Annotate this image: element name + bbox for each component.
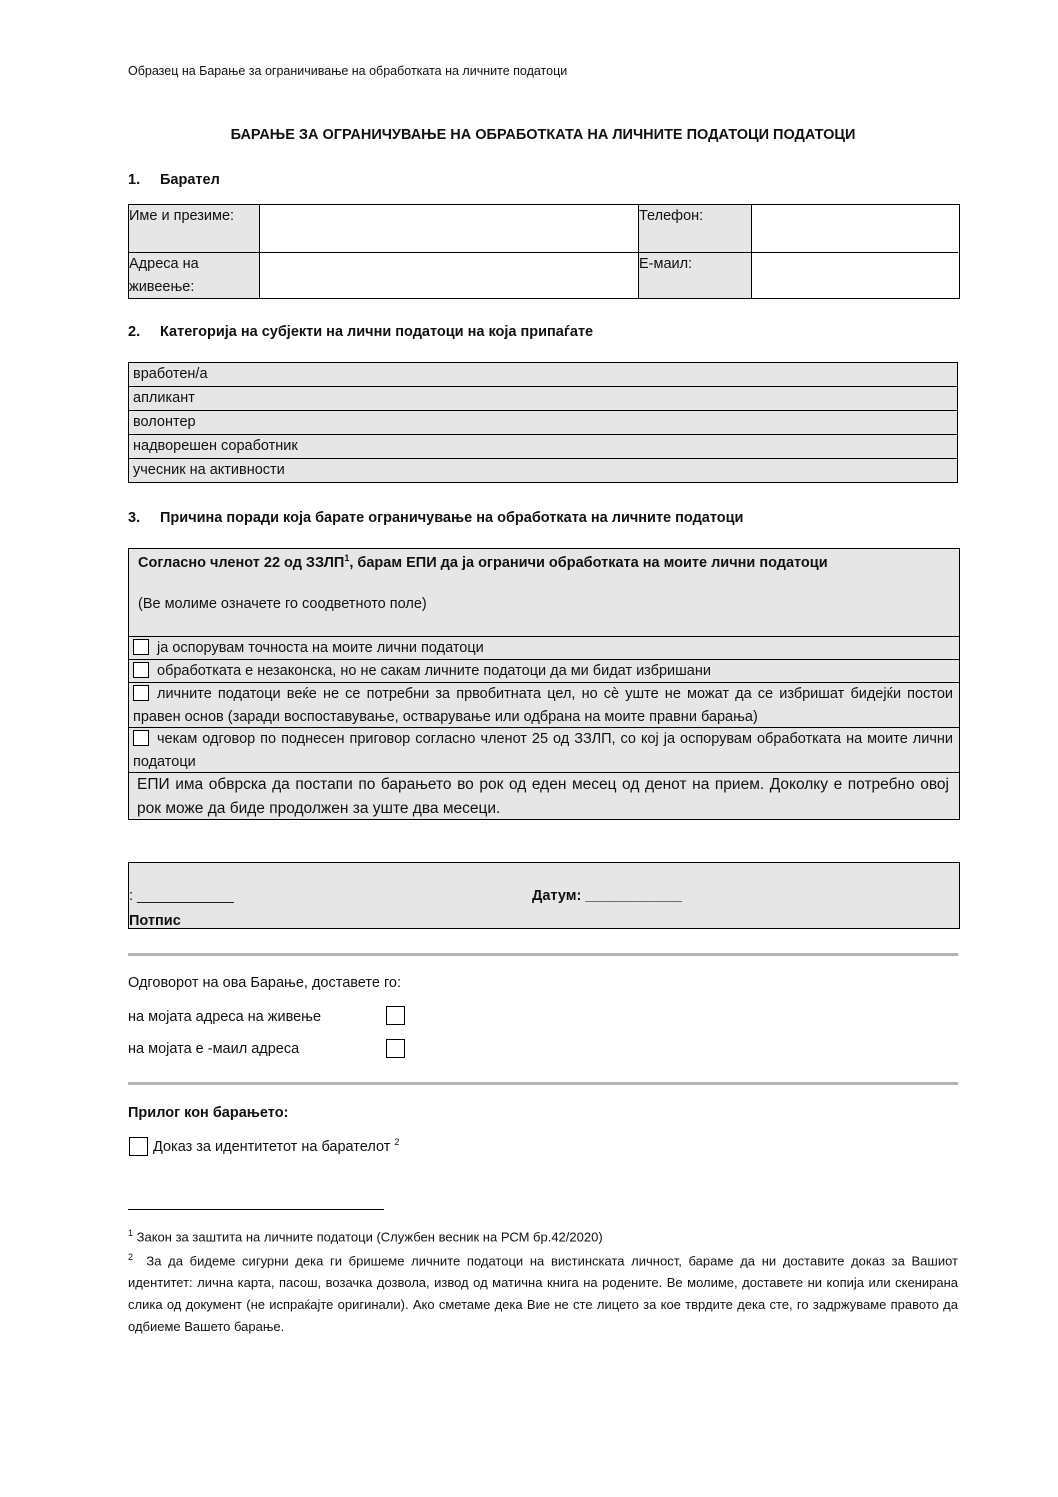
category-employee[interactable]: вработен/а (129, 363, 957, 386)
footnote-2 (128, 1246, 958, 1338)
attachment-heading: Прилог кон барањето: (128, 1105, 289, 1121)
section-2-heading (128, 324, 593, 340)
reason-option-label: ја оспорувам точноста на моите лични податоци (157, 640, 484, 656)
footnote-ref-2: 2 (394, 1137, 400, 1147)
reason-hint: (Ве молиме означете го соодветното поле) (138, 596, 427, 612)
deadline-note: ЕПИ има обврска да постапи по барањето во рок од еден месец од денот на прием. Доколку е потребно овој рок може да биде продолжен за уште два месеци. (129, 772, 959, 819)
name-field[interactable] (260, 205, 639, 252)
section-2-number: 2. (128, 324, 141, 340)
footnote-ref-1: 1 (344, 553, 350, 563)
category-list (128, 362, 958, 483)
divider (128, 1082, 958, 1085)
reason-intro-rest: , барам ЕПИ да ја ограничи обработката на моите лични податоци (349, 554, 828, 571)
reason-option-label: личните податоци веќе не се потребни за првобитната цел, но сѐ уште не можат да се избришат бидејќи постои правен основ (заради воспоставување, остварување или одбрана на моите правни барања) (133, 686, 953, 725)
signature-label: Потпис (129, 913, 181, 929)
applicant-table (128, 204, 960, 299)
delivery-email-label: на мојата е -маил адреса (128, 1041, 300, 1057)
reason-option-label: обработката е незаконска, но не сакам личните податоци да ми бидат избришани (157, 663, 711, 679)
signature-line: : ____________ (129, 888, 234, 904)
section-3-number: 3. (128, 510, 141, 526)
category-activity-participant[interactable]: учесник на активности (129, 458, 957, 482)
signature-field[interactable] (129, 888, 234, 929)
date-field[interactable]: Датум: ____________ (532, 888, 683, 904)
section-1-heading (128, 172, 220, 188)
checkbox[interactable] (133, 685, 149, 701)
section-3-heading (128, 510, 743, 526)
footnote-1-number: 1 (128, 1228, 134, 1238)
page-title: БАРАЊЕ ЗА ОГРАНИЧУВАЊЕ НА ОБРАБОТКАТА НА ЛИЧНИТЕ ПОДАТОЦИ ПОДАТОЦИ (230, 127, 856, 143)
address-field[interactable] (260, 253, 639, 298)
category-applicant[interactable]: апликант (129, 386, 957, 410)
reason-box (128, 548, 960, 820)
delivery-address-checkbox[interactable] (386, 1006, 405, 1025)
footnote-2-text: За да бидеме сигурни дека ги бришеме личните податоци на вистинската личност, бараме да ни доставите доказ за Вашиот идентитет: лична карта, пасош, возачка дозвола, извод од матична книга на родените. Ве молиме, доставете ни копија или скенирана слика од документ (не испраќајте оригинали). Ако сметаме дека Вие не сте лицето за кое тврдите дека сте, го задржуваме правото да одбиеме Вашето барање. (128, 1253, 958, 1335)
email-label-cell (639, 253, 752, 298)
footnote-1 (128, 1222, 958, 1248)
address-label-cell (129, 253, 260, 298)
address-label-line2: живеење: (129, 279, 195, 295)
reason-option-objection-pending[interactable] (129, 727, 959, 772)
reason-option-accuracy[interactable] (129, 636, 959, 659)
footnote-1-text: Закон за заштита на личните податоци (Службен весник на РСМ бр.42/2020) (136, 1229, 603, 1245)
delivery-address-label: на мојата адреса на живење (128, 1009, 322, 1025)
footnote-separator (128, 1209, 384, 1210)
email-label: Е-маил: (639, 256, 693, 272)
signature-box (128, 862, 960, 929)
divider (128, 953, 958, 956)
category-volunteer[interactable]: волонтер (129, 410, 957, 434)
reason-option-label: чекам одговор по поднесен приговор согласно членот 25 од ЗЗЛП, со кој ја оспорувам обработката на моите лични податоци (133, 731, 953, 770)
section-3-title: Причина поради која барате ограничување на обработката на личните податоци (160, 510, 744, 526)
checkbox[interactable] (133, 639, 149, 655)
checkbox[interactable] (133, 662, 149, 678)
identity-proof-checkbox[interactable] (129, 1137, 148, 1156)
phone-field[interactable] (752, 205, 958, 252)
checkbox[interactable] (133, 730, 149, 746)
identity-proof-label (153, 1137, 399, 1155)
section-1-number: 1. (128, 172, 141, 188)
identity-proof-text: Доказ за идентитетот на барателот (153, 1138, 391, 1155)
reason-intro-text: Согласно членот 22 од ЗЗЛП (138, 554, 345, 571)
header-note: Образец на Барање за ограничивање на обработката на личните податоци (128, 64, 568, 78)
name-label: Име и презиме: (129, 208, 235, 224)
footnote-2-number: 2 (128, 1252, 134, 1262)
name-label-cell (129, 205, 260, 252)
category-external-associate[interactable]: надворешен соработник (129, 434, 957, 458)
delivery-email-checkbox[interactable] (386, 1039, 405, 1058)
table-divider (129, 252, 958, 253)
address-label-line1: Адреса на (129, 256, 199, 272)
section-2-title: Категорија на субјекти на лични податоци на која припаѓате (160, 324, 594, 340)
reason-option-no-longer-needed[interactable] (129, 682, 959, 727)
section-1-title: Барател (160, 172, 220, 188)
reason-option-unlawful[interactable] (129, 659, 959, 682)
delivery-heading: Одговорот на ова Барање, доставете го: (128, 975, 402, 991)
phone-label-cell (639, 205, 752, 252)
email-field[interactable] (752, 253, 958, 298)
reason-intro (138, 553, 828, 571)
phone-label: Телефон: (639, 208, 704, 224)
